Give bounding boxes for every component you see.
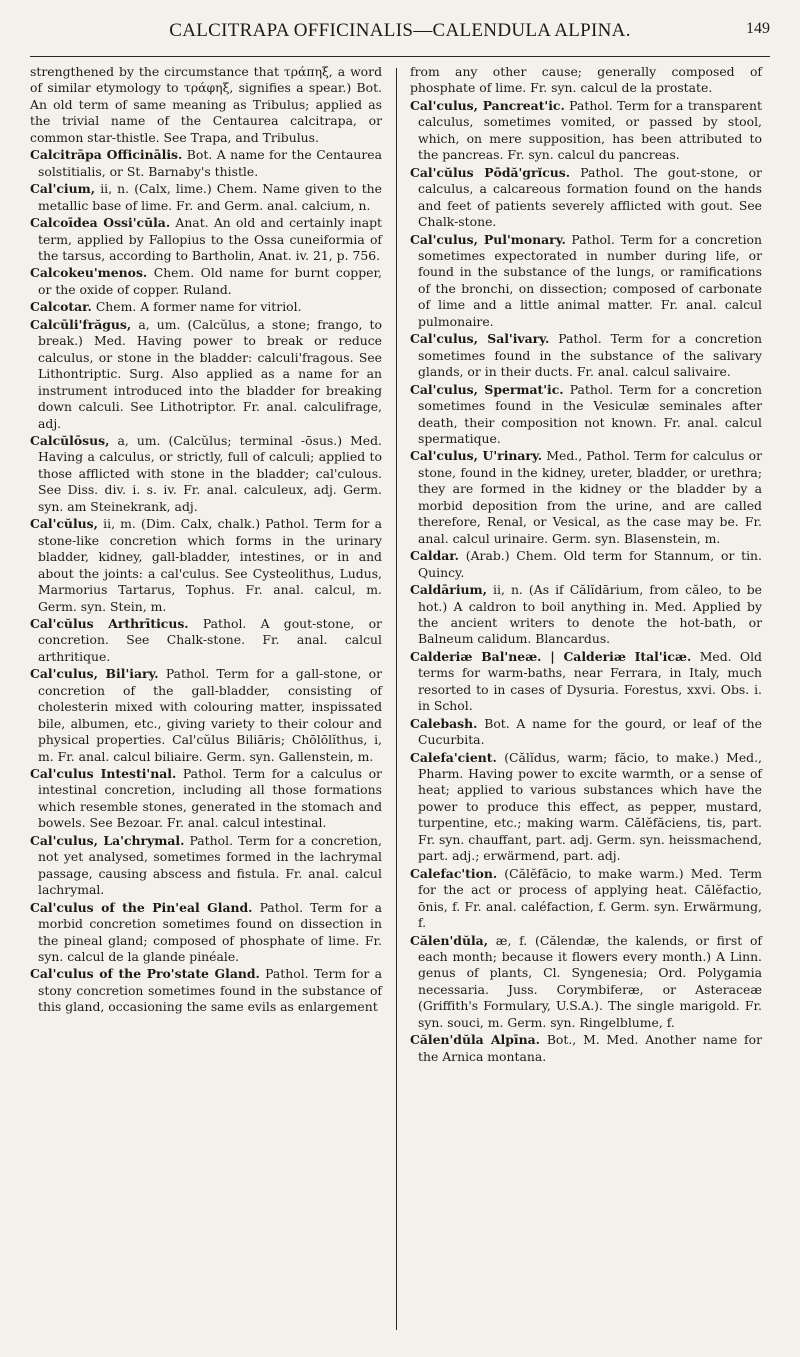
entry-headword: Cal'culus, Sal'ivary. bbox=[410, 331, 550, 347]
dictionary-entry bbox=[410, 649, 762, 715]
entry-definition: Pathol. Term for a concretion sometimes expectorated in number during life, or found in the substance of the lungs, or ramifications of the bronchi, on dissection; composed of carbonate of lime and a little animal matter. Fr. anal. calcul pulmonaire. bbox=[418, 231, 762, 329]
dictionary-entry bbox=[30, 966, 382, 1015]
dictionary-entry bbox=[410, 331, 762, 380]
dictionary-entry bbox=[30, 516, 382, 615]
dictionary-entry bbox=[30, 317, 382, 432]
entry-definition: Pathol. Term for a concretion, not yet analysed, sometimes formed in the lachrymal passage, causing abscess and fistula. Fr. anal. calcul lachrymal. bbox=[38, 832, 382, 898]
dictionary-entry bbox=[30, 181, 382, 214]
entry-headword: Cal'cŭlus, bbox=[30, 516, 98, 532]
dictionary-entry bbox=[410, 582, 762, 648]
dictionary-entry bbox=[30, 64, 382, 146]
entry-definition: a, um. (Calcŭlus, a stone; frango, to break.) Med. Having power to break or reduce calculus, or stone in the bladder: calculi'fragous. See Lithontriptic. Surg. Also applied as a name for an instrument introduced into the bladder for breaking down calculi. See Lithotriptor. Fr. anal. calculifrage, adj. bbox=[38, 316, 382, 431]
dictionary-entry bbox=[410, 64, 762, 97]
entry-definition: Pathol. Term for a morbid concretion sometimes found on dissection in the pineal gland; composed of phosphate of lime. Fr. syn. calcul de la glande pinéale. bbox=[38, 899, 382, 965]
column-divider bbox=[396, 68, 397, 1330]
dictionary-entry bbox=[30, 666, 382, 765]
entry-definition: from any other cause; generally composed of phosphate of lime. Fr. syn. calcul de la prostate. bbox=[410, 64, 762, 96]
entry-headword: Calefa'cient. bbox=[410, 749, 497, 765]
entry-headword: Cal'cium, bbox=[30, 181, 96, 197]
dictionary-entry bbox=[30, 215, 382, 264]
entry-definition: ii, m. (Dim. Calx, chalk.) Pathol. Term for a stone-like concretion which forms in the urinary bladder, kidney, gall-bladder, intestines, or in and about the joints: a cal'culus. See Cysteolithus, Ludus, Marmorius Tartarus, Tophus. Fr. anal. calcul, m. Germ. syn. Stein, m. bbox=[38, 516, 382, 614]
entry-headword: Călen'dŭla, bbox=[410, 932, 489, 948]
entry-definition: (Arab.) Chem. Old term for Stannum, or tin. Quincy. bbox=[418, 548, 762, 580]
entry-headword: Calcokeu'menos. bbox=[30, 265, 148, 281]
entry-definition: (Călĭdus, warm; făcio, to make.) Med., Pharm. Having power to excite warmth, or a sense of heat; applied to various substances which have the power to produce this effect, as pepper, mustard, turpentine, etc.; making warm. Călĕfăciens, tis, part. Fr. syn. chauffant, part. adj. Germ. syn. heissmachend, part. adj.; erwärmend, part. adj. bbox=[418, 749, 762, 864]
entry-definition: (Călĕfăcio, to make warm.) Med. Term for the act or process of applying heat. Călĕfactio, ōnis, f. Fr. anal. caléfaction, f. Germ. syn. Erwärmung, f. bbox=[418, 865, 762, 931]
entry-definition: Med., Pathol. Term for calculus or stone, found in the kidney, ureter, bladder, or urethra; they are formed in the kidney or the bladder by a morbid deposition from the urine, and are called therefore, Renal, or Vesical, as the case may be. Fr. anal. calcul urinaire. Germ. syn. Blasenstein, m. bbox=[418, 448, 762, 546]
entry-definition: ii, n. (As if Călĭdārium, from căleo, to be hot.) A caldron to boil anything in. Med. Applied by the ancient writers to denote the hot-bath, or Balneum calidum. Blancardus. bbox=[418, 582, 762, 647]
entry-headword: Calcŭlōsus, bbox=[30, 432, 110, 448]
dictionary-entry bbox=[30, 265, 382, 298]
entry-definition: Pathol. Term for a concretion sometimes found in the substance of the salivary glands, or in their ducts. Fr. anal. calcul salivaire. bbox=[418, 331, 762, 380]
right-column bbox=[410, 64, 762, 1066]
dictionary-entry bbox=[30, 900, 382, 966]
entry-definition: Med. Old terms for warm-baths, near Ferrara, in Italy, much resorted to in cases of Dysuria. Forestus, xxvi. Obs. i. in Schol. bbox=[418, 648, 762, 714]
dictionary-entry bbox=[410, 232, 762, 331]
entry-headword: Cal'culus, Spermat'ic. bbox=[410, 381, 564, 397]
entry-definition: ii, n. (Calx, lime.) Chem. Name given to the metallic base of lime. Fr. and Germ. anal. calcium, n. bbox=[38, 181, 382, 213]
dictionary-entry bbox=[30, 147, 382, 180]
entry-definition: Pathol. Term for a calculus or intestinal concretion, including all those formations which resemble stones, generated in the stomach and bowels. See Bezoar. Fr. anal. calcul intestinal. bbox=[38, 766, 382, 831]
dictionary-entry bbox=[410, 165, 762, 231]
dictionary-entry bbox=[30, 616, 382, 665]
dictionary-entry bbox=[410, 933, 762, 1032]
entry-headword: Calcūli'frăgus, bbox=[30, 316, 132, 332]
dictionary-entry bbox=[410, 866, 762, 932]
dictionary-entry bbox=[410, 548, 762, 581]
entry-headword: Calebash. bbox=[410, 715, 478, 731]
page-header bbox=[30, 20, 770, 57]
dictionary-entry bbox=[410, 382, 762, 448]
entry-headword: Cal'cŭlus Arthrīticus. bbox=[30, 615, 189, 631]
left-column bbox=[30, 64, 382, 1017]
dictionary-entry bbox=[30, 299, 382, 315]
dictionary-entry bbox=[410, 716, 762, 749]
dictionary-entry bbox=[30, 766, 382, 832]
entry-definition: Bot., M. Med. Another name for the Arnica montana. bbox=[418, 1032, 762, 1064]
dictionary-entry bbox=[30, 433, 382, 515]
entry-headword: Cal'culus, Bil'iary. bbox=[30, 666, 159, 682]
entry-headword: Cal'culus of the Pin'eal Gland. bbox=[30, 899, 253, 915]
entry-headword: Caldar. bbox=[410, 548, 459, 564]
entry-headword: Cal'culus, Pul'monary. bbox=[410, 231, 566, 247]
entry-headword: Călen'dŭla Alpīna. bbox=[410, 1032, 540, 1048]
dictionary-entry bbox=[410, 750, 762, 865]
dictionary-entry bbox=[410, 98, 762, 164]
entry-definition: a, um. (Calcŭlus; terminal -ōsus.) Med. Having a calculus, or strictly, full of calculi; applied to those afflicted with stone in the bladder; cal'culous. See Diss. div. i. s. iv. Fr. anal. calculeux, adj. Germ. syn. am Steinekrank, adj. bbox=[38, 432, 382, 514]
page-number: 149 bbox=[746, 20, 770, 37]
entry-definition: Pathol. Term for a stony concretion sometimes found in the substance of this gland, occasioning the same evils as enlargement bbox=[38, 966, 382, 1015]
entry-headword: Calcitrāpa Officinālis. bbox=[30, 147, 183, 163]
entry-headword: Cal'culus Intesti'nal. bbox=[30, 766, 177, 782]
entry-definition: æ, f. (Călendæ, the kalends, or first of each month; because it flowers every month.) A Linn. genus of plants, Cl. Syngenesia; Ord. Polygamia necessaria. Juss. Corymbiferæ, or Asteraceæ (Griffith's Formulary, U.S.A.). The single marigold. Fr. syn. souci, m. Germ. syn. Ringelblume, f. bbox=[418, 932, 762, 1030]
dictionary-entry bbox=[410, 1032, 762, 1065]
entry-definition: Bot. A name for the gourd, or leaf of the Cucurbita. bbox=[418, 715, 762, 748]
entry-headword: Caldārium, bbox=[410, 582, 487, 598]
entry-definition: Pathol. Term for a transparent calculus, sometimes vomited, or passed by stool, which, on mere supposition, has been attributed to the pancreas. Fr. syn. calcul du pancreas. bbox=[418, 97, 762, 163]
entry-definition: Chem. A former name for vitriol. bbox=[95, 299, 302, 315]
entry-headword: Cal'culus, U'rinary. bbox=[410, 448, 543, 464]
entry-headword: Calderiæ Bal'neæ. | Calderiæ Ital'icæ. bbox=[410, 648, 692, 664]
entry-definition: Anat. An old and certainly inapt term, applied by Fallopius to the Ossa cuneiformia of the tarsus, according to Bartholin, Anat. iv. 21, p. 756. bbox=[38, 215, 382, 263]
entry-headword: Calefac'tion. bbox=[410, 865, 498, 881]
entry-definition: Pathol. Term for a gall-stone, or concretion of the gall-bladder, consisting of cholesterin mixed with colouring matter, inspissated bile, albumen, etc., giving variety to their colour and physical properties. Cal'cŭlus Biliāris; Chōlōlĭthus, i, m. Fr. anal. calcul biliaire. Germ. syn. Gallenstein, m. bbox=[38, 666, 382, 764]
running-title: CALCITRAPA OFFICINALIS—CALENDULA ALPINA. bbox=[169, 20, 631, 41]
entry-definition: Bot. A name for the Centaurea solstitialis, or St. Barnaby's thistle. bbox=[38, 147, 382, 179]
entry-headword: Calcotar. bbox=[30, 299, 92, 315]
entry-definition: Pathol. Term for a concretion sometimes found in the Vesiculæ seminales after death, their composition not known. Fr. anal. calcul spermatique. bbox=[418, 381, 762, 446]
dictionary-entry bbox=[30, 833, 382, 899]
entry-definition: Chem. Old name for burnt copper, or the oxide of copper. Ruland. bbox=[38, 265, 382, 297]
entry-headword: Cal'cŭlus Pōdă'grĭcus. bbox=[410, 164, 571, 180]
entry-headword: Cal'culus, La'chrymal. bbox=[30, 832, 185, 848]
entry-headword: Cal'culus of the Pro'state Gland. bbox=[30, 966, 260, 982]
entry-headword: Cal'culus, Pancreat'ic. bbox=[410, 97, 565, 113]
entry-definition: Pathol. A gout-stone, or concretion. See Chalk-stone. Fr. anal. calcul arthritique. bbox=[38, 615, 382, 664]
entry-definition: Pathol. The gout-stone, or calculus, a calcareous formation found on the hands and feet of patients severely afflicted with gout. See Chalk-stone. bbox=[418, 164, 762, 230]
dictionary-entry bbox=[410, 448, 762, 547]
entry-definition: strengthened by the circumstance that τράπηξ, a word of similar etymology to τράφηξ, signifies a spear.) Bot. An old term of same meaning as Tribulus; applied as the trivial name of the Centaurea calcitrapa, or common star-thistle. See Trapa, and Tribulus. bbox=[30, 64, 382, 145]
entry-headword: Calcoīdea Ossi'cŭla. bbox=[30, 215, 171, 231]
